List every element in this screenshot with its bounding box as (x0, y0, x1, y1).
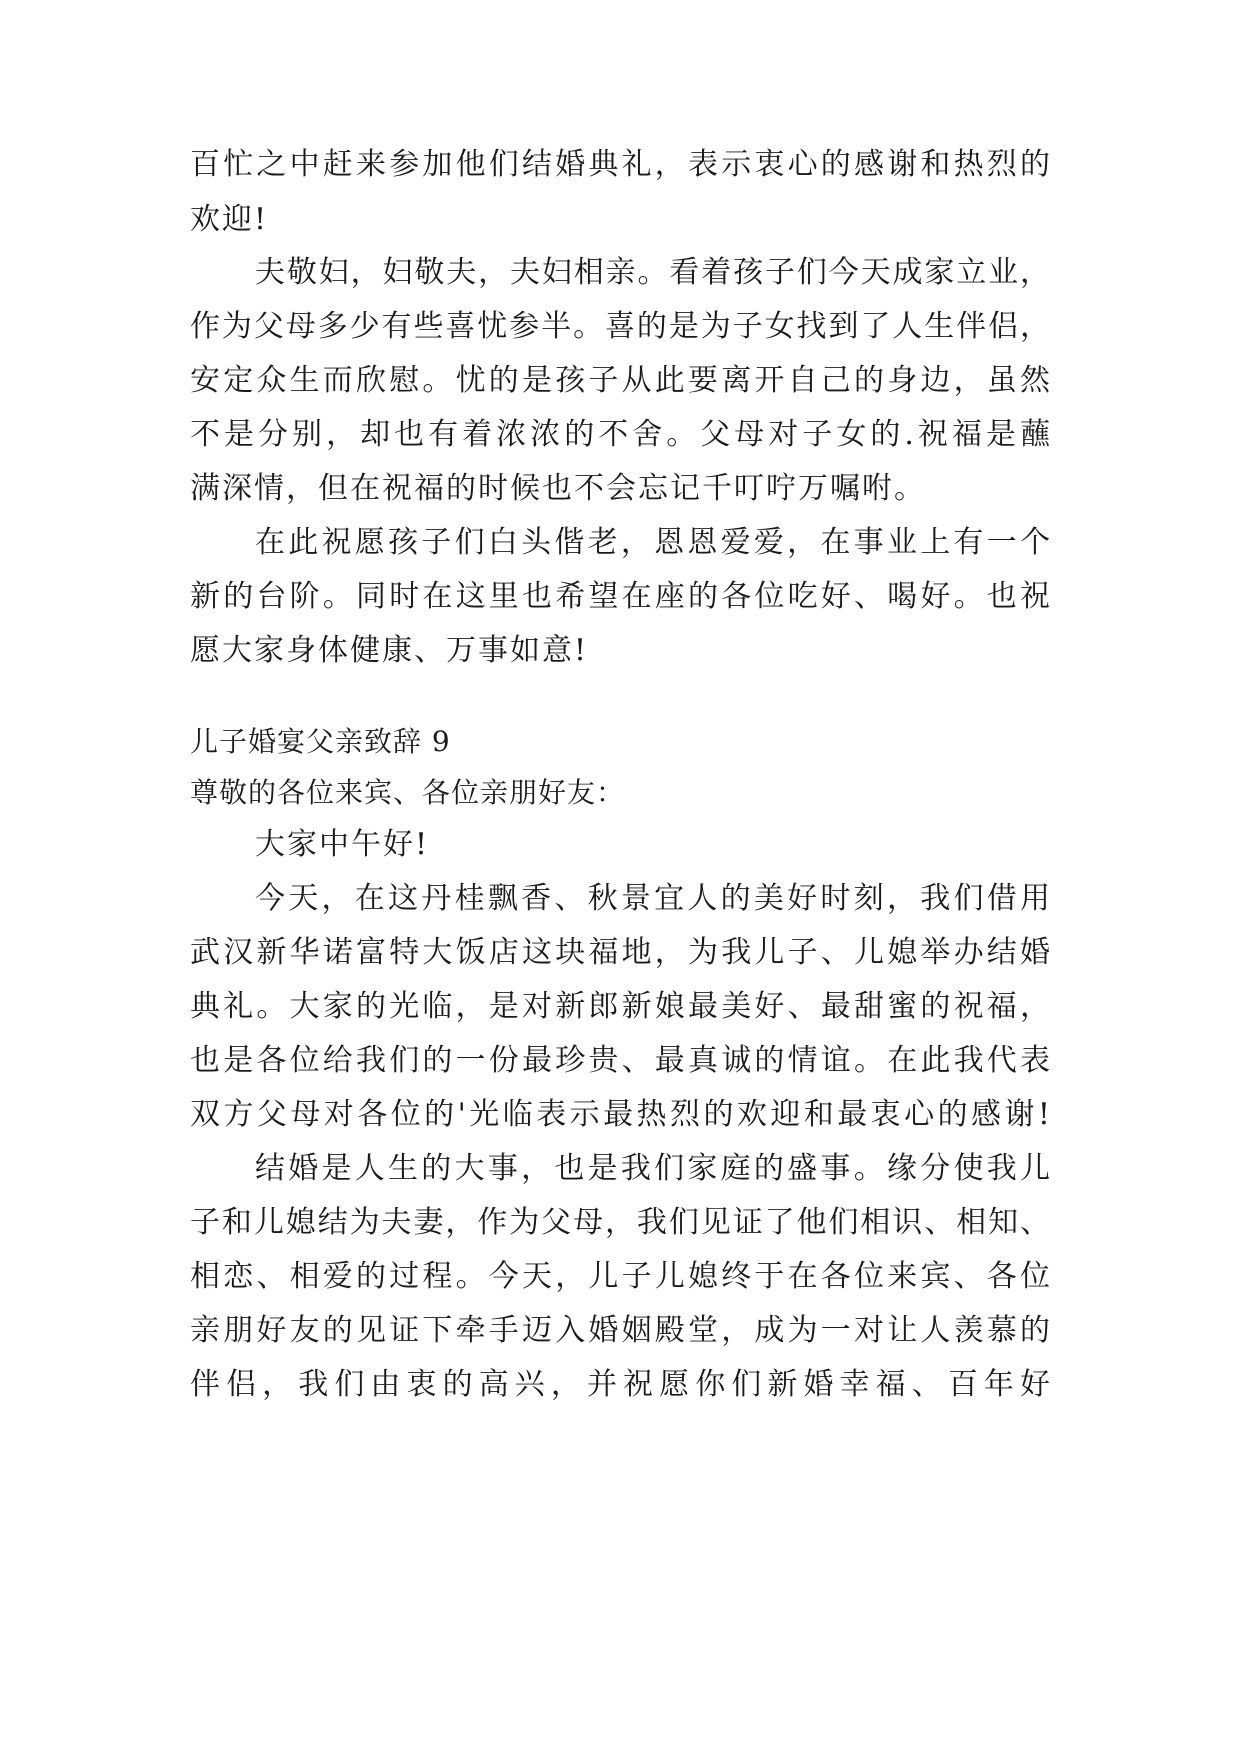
paragraph-line: 结婚是人生的大事，也是我们家庭的盛事。缘分使我儿 (255, 1151, 1050, 1186)
paragraph-line: 典礼。大家的光临，是对新郎新娘最美好、最甜蜜的祝福， (190, 989, 1050, 1024)
paragraph-line: 也是各位给我们的一份最珍贵、最真诚的情谊。在此我代表 (190, 1043, 1050, 1078)
paragraph-line: 满深情，但在祝福的时候也不会忘记千叮咛万嘱咐。 (190, 471, 926, 506)
paragraph-line: 安定众生而欣慰。忧的是孩子从此要离开自己的身边，虽然 (190, 363, 1050, 398)
paragraph-line: 不是分别，却也有着浓浓的不舍。父母对子女的.祝福是蘸 (190, 417, 1050, 452)
paragraph-line: 新的台阶。同时在这里也希望在座的各位吃好、喝好。也祝 (190, 579, 1050, 614)
paragraph-line: 相恋、相爱的过程。今天，儿子儿媳终于在各位来宾、各位 (190, 1259, 1050, 1294)
paragraph-line: 欢迎! (190, 202, 269, 237)
paragraph-line: 亲朋好友的见证下牵手迈入婚姻殿堂，成为一对让人羡慕的 (190, 1313, 1050, 1348)
paragraph-line: 夫敬妇，妇敬夫，夫妇相亲。看着孩子们今天成家立业， (255, 255, 1050, 290)
paragraph-line: 武汉新华诺富特大饭店这块福地，为我儿子、儿媳举办结婚 (190, 935, 1050, 970)
greeting: 大家中午好! (255, 827, 430, 862)
paragraph-line: 百忙之中赶来参加他们结婚典礼，表示衷心的感谢和热烈的 (190, 147, 1050, 182)
paragraph-line: 作为父母多少有些喜忧参半。喜的是为子女找到了人生伴侣， (190, 309, 1050, 344)
paragraph-line: 今天，在这丹桂飘香、秋景宜人的美好时刻，我们借用 (255, 881, 1050, 916)
paragraph-line: 愿大家身体健康、万事如意! (190, 633, 589, 668)
paragraph-line: 双方父母对各位的'光临表示最热烈的欢迎和最衷心的感谢! (190, 1097, 1050, 1132)
section-title: 儿子婚宴父亲致辞 9 (190, 725, 451, 758)
paragraph-line: 伴侣，我们由衷的高兴，并祝愿你们新婚幸福、百年好 (190, 1367, 1050, 1402)
salutation: 尊敬的各位来宾、各位亲朋好友： (190, 776, 626, 809)
paragraph-line: 子和儿媳结为夫妻，作为父母，我们见证了他们相识、相知、 (190, 1205, 1050, 1240)
paragraph-line: 在此祝愿孩子们白头偕老，恩恩爱爱，在事业上有一个 (255, 525, 1050, 560)
